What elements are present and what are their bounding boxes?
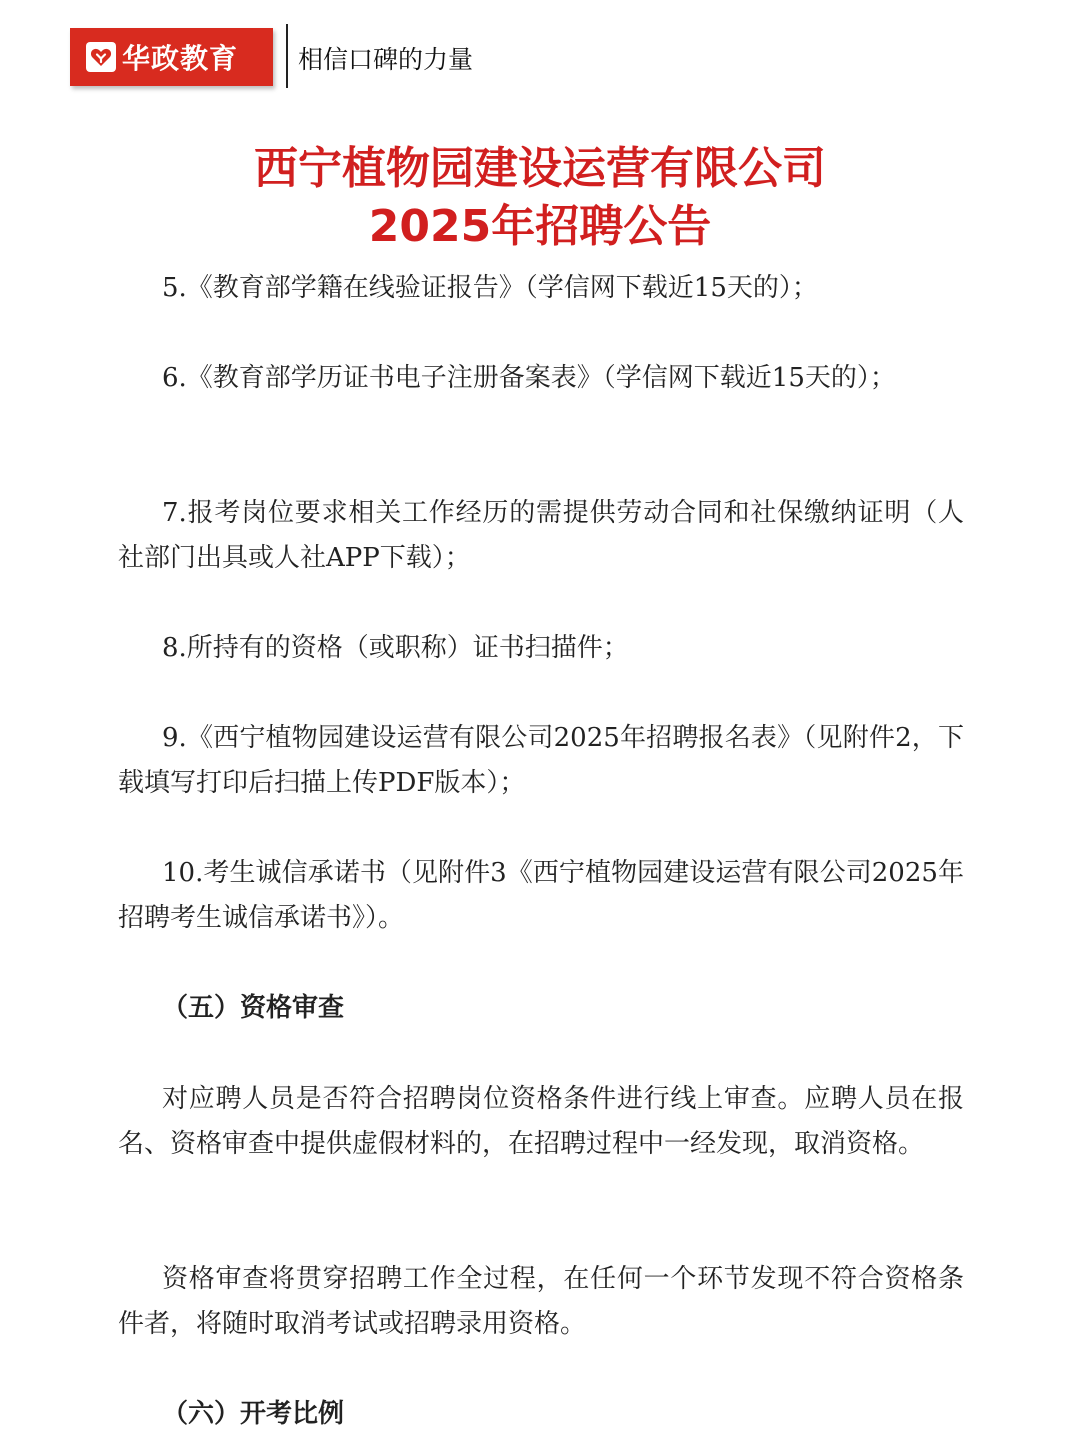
paragraph: 资格审查将贯穿招聘工作全过程，在任何一个环节发现不符合资格条件者，将随时取消考试或招聘录用资格。 (118, 1264, 964, 1339)
brand-badge (70, 28, 273, 86)
list-item: 9.《西宁植物园建设运营有限公司2025年招聘报名表》（见附件2，下载填写打印后扫描上传PDF版本）； (118, 723, 964, 798)
brand-name: 华政教育 (122, 42, 239, 75)
brand-logo-icon (86, 42, 116, 72)
brand-slogan: 相信口碑的力量 (298, 45, 474, 74)
page-title-line-1: 西宁植物园建设运营有限公司 (254, 143, 826, 194)
list-item: 10.考生诚信承诺书（见附件3《西宁植物园建设运营有限公司2025年招聘考生诚信承诺书》）。 (118, 858, 964, 933)
section-heading-exam-ratio: （六）开考比例 (162, 1399, 345, 1429)
section-heading-qualification-review: （五）资格审查 (162, 993, 345, 1023)
list-item: 8.所持有的资格（或职称）证书扫描件； (162, 633, 629, 663)
header-divider (286, 24, 288, 88)
page-title-line-2: 2025年招聘公告 (368, 201, 712, 252)
paragraph: 对应聘人员是否符合招聘岗位资格条件进行线上审查。应聘人员在报名、资格审查中提供虚假材料的，在招聘过程中一经发现，取消资格。 (118, 1084, 964, 1159)
list-item: 5.《教育部学籍在线验证报告》（学信网下载近15天的）； (162, 273, 818, 303)
list-item: 6.《教育部学历证书电子注册备案表》（学信网下载近15天的）； (162, 363, 896, 393)
list-item: 7.报考岗位要求相关工作经历的需提供劳动合同和社保缴纳证明（人社部门出具或人社APP下载）； (118, 498, 964, 573)
